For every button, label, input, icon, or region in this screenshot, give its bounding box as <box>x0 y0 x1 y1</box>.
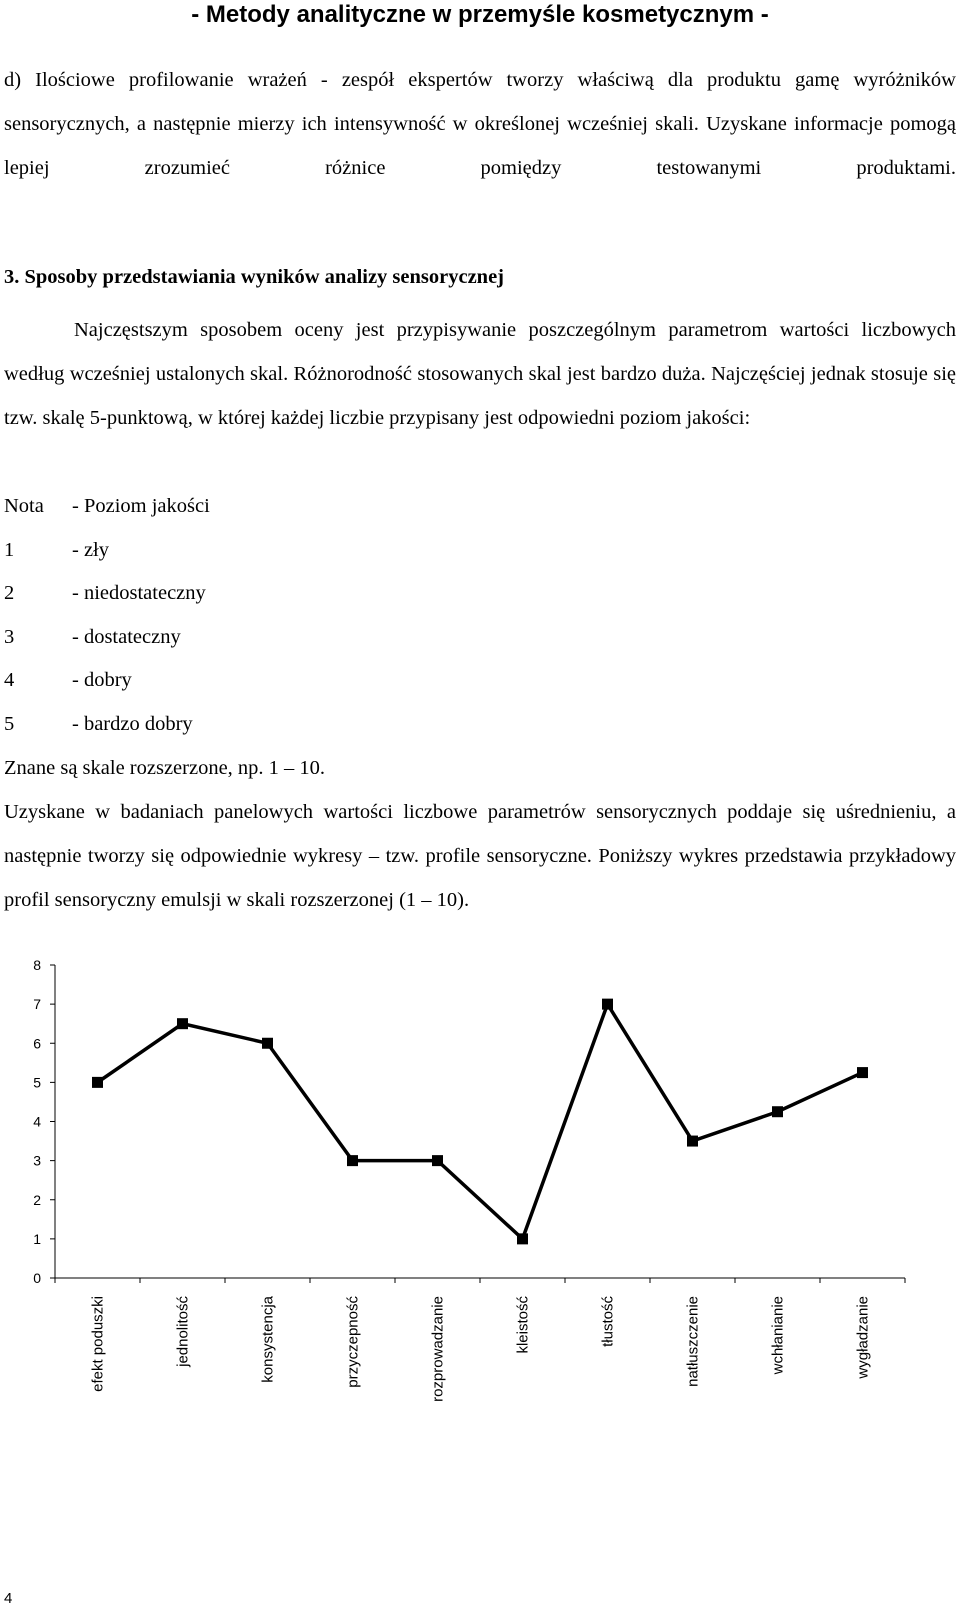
scale-row <box>4 615 210 659</box>
page-title: - Metody analityczne w przemyśle kosmetycznym - <box>191 1 769 28</box>
scale-row <box>4 528 210 572</box>
data-point-marker <box>432 1155 443 1166</box>
scale-level: - bardzo dobry <box>72 712 193 735</box>
series-line <box>98 1004 863 1239</box>
scale-note: 5 <box>4 712 15 735</box>
scale-header-level: - Poziom jakości <box>72 495 210 517</box>
scale-note: 1 <box>4 538 15 561</box>
extended-scale-note: Znane są skale rozszerzone, np. 1 – 10. <box>4 757 326 779</box>
scale-row <box>4 658 210 702</box>
section-3-intro <box>4 308 956 440</box>
scale-level: - zły <box>72 538 109 561</box>
scale-header-note: Nota <box>4 495 44 517</box>
data-point-marker <box>857 1067 868 1078</box>
y-tick-label: 2 <box>33 1191 41 1208</box>
x-category-label: jednolitość <box>174 1296 192 1367</box>
section-d-text: d) Ilościowe profilowanie wrażeń - zespół ekspertów tworzy właściwą dla produktu gamę wyróżników sensorycznych, a następnie mierzy ich intensywność w określonej wcześniej skali. Uzyskane informacje pomogą lepiej zrozumieć różnice pomiędzy testowanymi produktami. <box>4 69 956 179</box>
x-category-label: wygładzanie <box>854 1296 872 1379</box>
section-d-paragraph <box>4 58 956 234</box>
y-tick-label: 0 <box>33 1270 41 1286</box>
y-tick-label: 8 <box>33 957 41 973</box>
y-tick-label: 5 <box>33 1074 41 1091</box>
data-point-marker <box>92 1077 103 1088</box>
page-number: 4 <box>4 1590 13 1607</box>
x-category-label: kleistość <box>514 1296 532 1354</box>
x-category-label: efekt poduszki <box>89 1296 107 1392</box>
section-3-heading: 3. Sposoby przedstawiania wyników analizy sensorycznej <box>4 266 505 288</box>
scale-note: 3 <box>4 625 15 648</box>
scale-note: 2 <box>4 582 15 604</box>
profile-paragraph: Uzyskane w badaniach panelowych wartości liczbowe parametrów sensorycznych poddaje się uśrednieniu, a następnie tworzy się odpowiednie wykresy – tzw. profile sensoryczne. Poniższy wykres przedstawia przykładowy profil sensoryczny emulsji w skali rozszerzonej (1 – 10). <box>4 801 956 911</box>
y-tick-label: 4 <box>33 1113 41 1130</box>
scale-level: - dostateczny <box>72 625 181 648</box>
scale-row <box>4 571 210 615</box>
y-tick-label: 1 <box>33 1230 41 1247</box>
x-category-label: przyczepność <box>344 1296 362 1388</box>
data-point-marker <box>687 1136 698 1147</box>
scale-note: 4 <box>4 669 15 691</box>
scale-row <box>4 702 210 746</box>
x-category-label: rozprowadzanie <box>429 1296 447 1402</box>
scale-level: - dobry <box>72 669 132 691</box>
sensory-profile-chart <box>0 955 960 1455</box>
data-point-marker <box>262 1038 273 1049</box>
section-3-intro-text: Najczęstszym sposobem oceny jest przypisywanie poszczególnym parametrom wartości liczbowych według wcześniej ustalonych skal. Różnorodność stosowanych skal jest bardzo duża. Najczęściej jednak stosuje się tzw. skalę 5-punktową, w której każdej liczbie przypisany jest odpowiedni poziom jakości: <box>4 319 956 429</box>
x-category-label: konsystencja <box>259 1296 277 1383</box>
data-point-marker <box>602 999 613 1010</box>
scale-header-row <box>4 484 210 528</box>
y-tick-label: 7 <box>33 996 41 1013</box>
y-tick-label: 3 <box>33 1152 41 1169</box>
x-category-label: natłuszczenie <box>684 1296 702 1387</box>
data-point-marker <box>347 1155 358 1166</box>
data-point-marker <box>772 1106 783 1117</box>
scale-level: - niedostateczny <box>72 582 206 604</box>
x-category-label: tłustość <box>599 1296 617 1347</box>
x-category-label: wchłanianie <box>769 1296 787 1375</box>
data-point-marker <box>517 1233 528 1244</box>
y-tick-label: 6 <box>33 1035 41 1052</box>
data-point-marker <box>177 1018 188 1029</box>
quality-scale-table <box>4 484 210 745</box>
